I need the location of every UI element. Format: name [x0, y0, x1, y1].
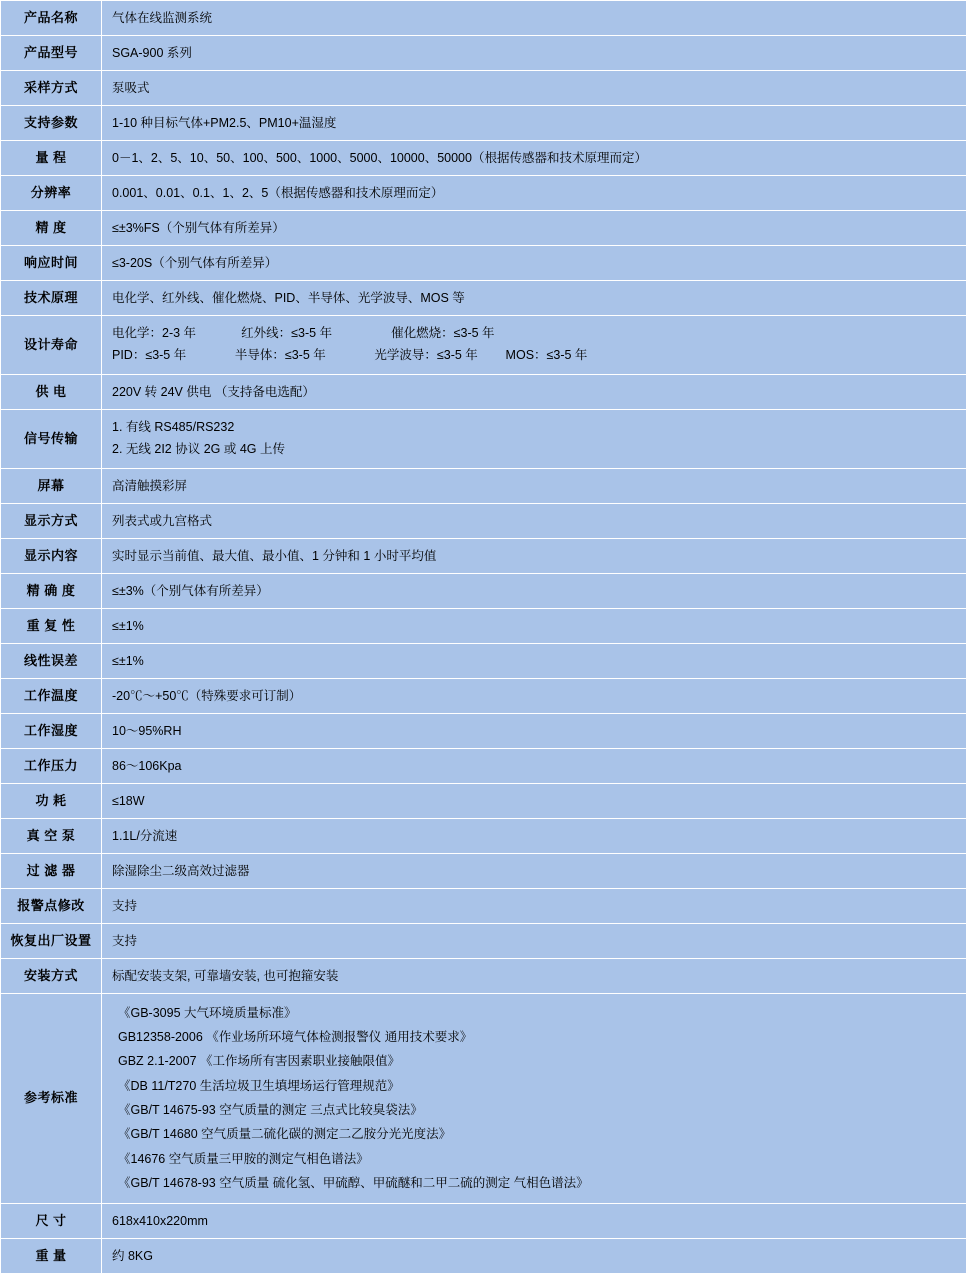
table-row [1, 211, 967, 246]
row-value-design-lifespan [102, 316, 967, 375]
row-value-screen: 高清触摸彩屏 [102, 468, 967, 503]
table-row [1, 608, 967, 643]
row-value-reference-standards [102, 993, 967, 1203]
row-value-alarm-point-modification: 支持 [102, 888, 967, 923]
table-row [1, 503, 967, 538]
row-value-power-supply: 220V 转 24V 供电 （支持备电选配） [102, 374, 967, 409]
lifespan-line-2: PID：≤3-5 年 半导体：≤3-5 年 光学波导：≤3-5 年 MOS：≤3-5 年 [112, 347, 588, 362]
row-label-range: 量 程 [1, 141, 102, 176]
table-row [1, 1238, 967, 1273]
row-label-screen: 屏幕 [1, 468, 102, 503]
reference-line-3: GBZ 2.1-2007 《工作场所有害因素职业接触限值》 [118, 1054, 400, 1069]
table-row [1, 141, 967, 176]
row-label-product-name: 产品名称 [1, 1, 102, 36]
row-label-response-time: 响应时间 [1, 246, 102, 281]
table-row [1, 246, 967, 281]
reference-line-2: GB12358-2006 《作业场所环境气体检测报警仪 通用技术要求》 [118, 1029, 473, 1044]
table-row [1, 923, 967, 958]
row-label-supported-parameters: 支持参数 [1, 106, 102, 141]
row-label-design-lifespan: 设计寿命 [1, 316, 102, 375]
lifespan-line-1: 电化学：2-3 年 红外线：≤3-5 年 催化燃烧：≤3-5 年 [112, 326, 495, 340]
table-row [1, 713, 967, 748]
row-label-precision: 精 确 度 [1, 573, 102, 608]
table-row [1, 993, 967, 1203]
table-row [1, 374, 967, 409]
row-value-product-model: SGA-900 系列 [102, 36, 967, 71]
table-row [1, 176, 967, 211]
row-label-installation-method: 安装方式 [1, 958, 102, 993]
table-row [1, 106, 967, 141]
row-value-power-consumption: ≤18W [102, 783, 967, 818]
table-row [1, 71, 967, 106]
table-row [1, 748, 967, 783]
table-row [1, 573, 967, 608]
table-row [1, 783, 967, 818]
row-label-display-content: 显示内容 [1, 538, 102, 573]
row-value-technical-principle: 电化学、红外线、催化燃烧、PID、半导体、光学波导、MOS 等 [102, 281, 967, 316]
row-label-working-pressure: 工作压力 [1, 748, 102, 783]
row-value-repeatability: ≤±1% [102, 608, 967, 643]
table-row [1, 888, 967, 923]
row-value-display-content: 实时显示当前值、最大值、最小值、1 分钟和 1 小时平均值 [102, 538, 967, 573]
signal-line-2: 2. 无线 2I2 协议 2G 或 4G 上传 [112, 441, 285, 456]
reference-line-5: 《GB/T 14675-93 空气质量的测定 三点式比较臭袋法》 [118, 1103, 423, 1117]
row-value-supported-parameters: 1-10 种目标气体+PM2.5、PM10+温湿度 [102, 106, 967, 141]
table-row [1, 643, 967, 678]
row-value-working-humidity: 10～95%RH [102, 713, 967, 748]
row-label-resolution: 分辨率 [1, 176, 102, 211]
table-row [1, 281, 967, 316]
table-row [1, 409, 967, 468]
row-value-weight: 约 8KG [102, 1238, 967, 1273]
row-value-linearity-error: ≤±1% [102, 643, 967, 678]
row-value-signal-transmission [102, 409, 967, 468]
row-label-alarm-point-modification: 报警点修改 [1, 888, 102, 923]
table-row [1, 1203, 967, 1238]
table-row [1, 958, 967, 993]
table-row [1, 468, 967, 503]
row-value-factory-reset: 支持 [102, 923, 967, 958]
row-label-display-mode: 显示方式 [1, 503, 102, 538]
row-label-dimensions: 尺 寸 [1, 1203, 102, 1238]
row-label-filter: 过 滤 器 [1, 853, 102, 888]
table-row [1, 316, 967, 375]
reference-line-8: 《GB/T 14678-93 空气质量 硫化氢、甲硫醇、甲硫醚和二甲二硫的测定 气相色谱法》 [118, 1176, 589, 1191]
row-label-vacuum-pump: 真 空 泵 [1, 818, 102, 853]
reference-line-1: 《GB-3095 大气环境质量标准》 [118, 1005, 297, 1020]
row-label-linearity-error: 线性误差 [1, 643, 102, 678]
row-value-response-time: ≤3-20S（个别气体有所差异） [102, 246, 967, 281]
row-label-accuracy: 精 度 [1, 211, 102, 246]
row-value-precision: ≤±3%（个别气体有所差异） [102, 573, 967, 608]
row-label-technical-principle: 技术原理 [1, 281, 102, 316]
row-value-accuracy: ≤±3%FS（个别气体有所差异） [102, 211, 967, 246]
row-value-product-name: 气体在线监测系统 [102, 1, 967, 36]
row-value-working-temperature: -20℃～+50℃（特殊要求可订制） [102, 678, 967, 713]
row-label-signal-transmission: 信号传输 [1, 409, 102, 468]
table-row [1, 818, 967, 853]
table-row [1, 1, 967, 36]
row-value-range: 0－1、2、5、10、50、100、500、1000、5000、10000、50000（根据传感器和技术原理而定） [102, 141, 967, 176]
row-value-display-mode: 列表式或九宫格式 [102, 503, 967, 538]
table-row [1, 678, 967, 713]
row-value-working-pressure: 86～106Kpa [102, 748, 967, 783]
row-label-factory-reset: 恢复出厂设置 [1, 923, 102, 958]
signal-line-1: 1. 有线 RS485/RS232 [112, 419, 235, 434]
row-label-reference-standards: 参考标准 [1, 993, 102, 1203]
row-label-repeatability: 重 复 性 [1, 608, 102, 643]
row-value-resolution: 0.001、0.01、0.1、1、2、5（根据传感器和技术原理而定） [102, 176, 967, 211]
row-value-installation-method: 标配安装支架, 可靠墙安装, 也可抱箍安装 [102, 958, 967, 993]
row-label-working-temperature: 工作温度 [1, 678, 102, 713]
table-row [1, 36, 967, 71]
table-row [1, 538, 967, 573]
row-value-filter: 除湿除尘二级高效过滤器 [102, 853, 967, 888]
row-value-sampling-method: 泵吸式 [102, 71, 967, 106]
table-row [1, 853, 967, 888]
row-value-dimensions: 618x410x220mm [102, 1203, 967, 1238]
reference-line-6: 《GB/T 14680 空气质量二硫化碳的测定二乙胺分光光度法》 [118, 1127, 452, 1142]
reference-line-4: 《DB 11/T270 生活垃圾卫生填埋场运行管理规范》 [118, 1078, 400, 1093]
row-label-sampling-method: 采样方式 [1, 71, 102, 106]
reference-line-7: 《14676 空气质量三甲胺的测定气相色谱法》 [118, 1151, 369, 1166]
row-label-power-consumption: 功 耗 [1, 783, 102, 818]
row-label-working-humidity: 工作湿度 [1, 713, 102, 748]
row-value-vacuum-pump: 1.1L/分流速 [102, 818, 967, 853]
row-label-power-supply: 供 电 [1, 374, 102, 409]
row-label-weight: 重 量 [1, 1238, 102, 1273]
row-label-product-model: 产品型号 [1, 36, 102, 71]
spec-table-body [1, 1, 967, 1274]
